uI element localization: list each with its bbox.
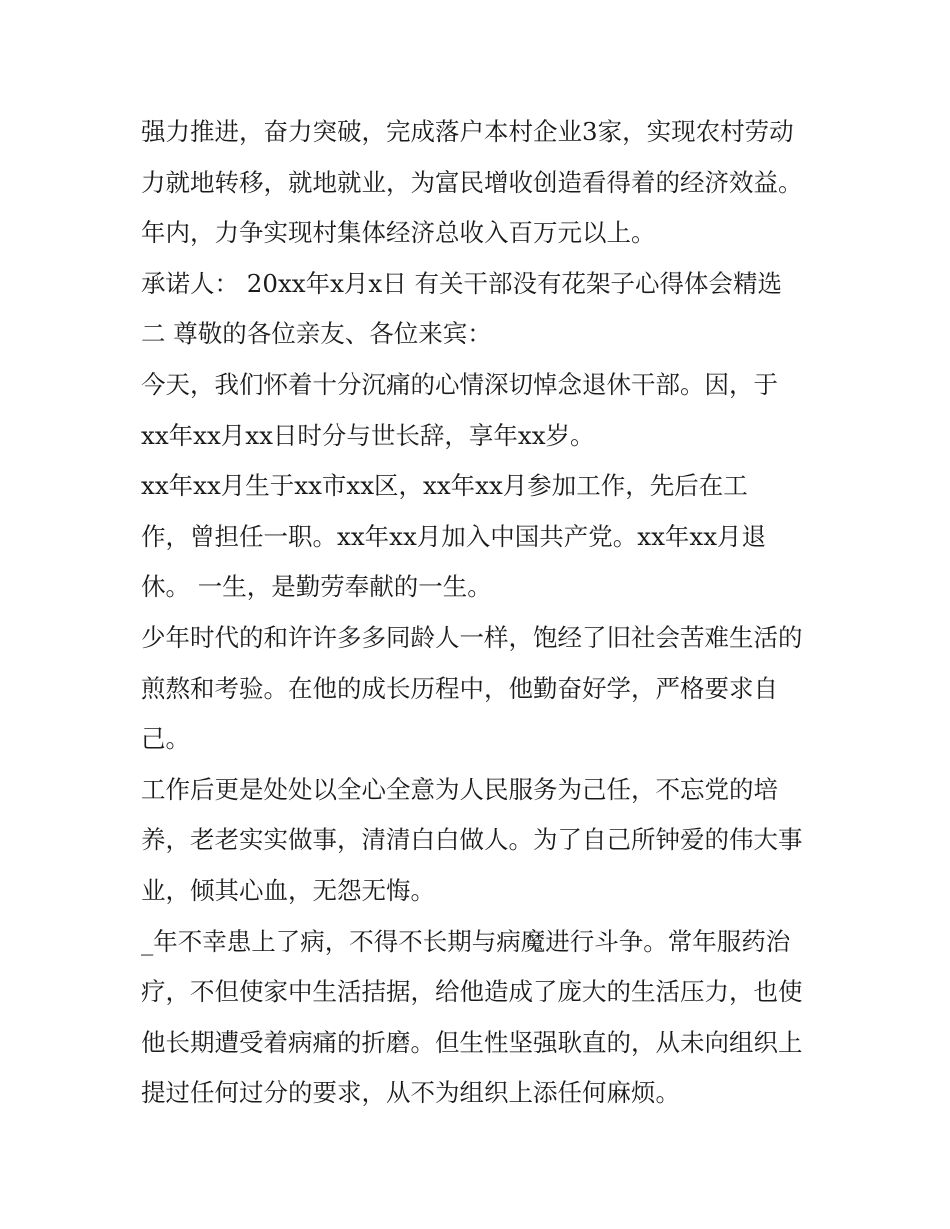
text-line: 作，曾担任一职。xx年xx月加入中国共产党。xx年xx月退 bbox=[141, 521, 767, 551]
text-line: 煎熬和考验。在他的成长历程中，他勤奋好学，严格要求自 bbox=[141, 673, 778, 703]
text-line: 他长期遭受着病痛的折磨。但生性坚强耿直的，从未向组织上 bbox=[141, 1027, 803, 1057]
text-line: 疗，不但使家中生活拮据，给他造成了庞大的生活压力，也使 bbox=[141, 977, 803, 1007]
body-text bbox=[141, 107, 821, 1119]
text-line: _年不幸患上了病，不得不长期与病魔进行斗争。常年服药治 bbox=[141, 926, 791, 956]
text-line: 强力推进，奋力突破，完成落户本村企业3家，实现农村劳动 bbox=[141, 117, 794, 146]
text-line: xx年xx月生于xx市xx区，xx年xx月参加工作，先后在工 bbox=[141, 471, 748, 501]
text-line: 承诺人： 20xx年x月x日 有关干部没有花架子心得体会精选 bbox=[141, 268, 783, 298]
text-line: 己。 bbox=[141, 724, 190, 754]
text-line: 今天，我们怀着十分沉痛的心情深切悼念退休干部。因，于 bbox=[141, 369, 778, 399]
text-line: 力就地转移，就地就业，为富民增收创造看得着的经济效益。 bbox=[141, 167, 803, 197]
text-line: 养，老老实实做事，清清白白做人。为了自己所钟爱的伟大事 bbox=[141, 825, 803, 855]
text-line: 工作后更是处处以全心全意为人民服务为己任，不忘党的培 bbox=[141, 774, 778, 804]
text-line: 休。 一生，是勤劳奉献的一生。 bbox=[141, 572, 492, 602]
text-line: xx年xx月xx日时分与世长辞，享年xx岁。 bbox=[141, 420, 595, 450]
text-line: 二 尊敬的各位亲友、各位来宾： bbox=[141, 319, 492, 349]
text-line: 年内，力争实现村集体经济总收入百万元以上。 bbox=[141, 218, 656, 248]
text-line: 业，倾其心血，无怨无悔。 bbox=[141, 875, 435, 905]
text-line: 少年时代的和许许多多同龄人一样，饱经了旧社会苦难生活的 bbox=[141, 622, 803, 652]
text-line: 提过任何过分的要求，从不为组织上添任何麻烦。 bbox=[141, 1078, 680, 1108]
